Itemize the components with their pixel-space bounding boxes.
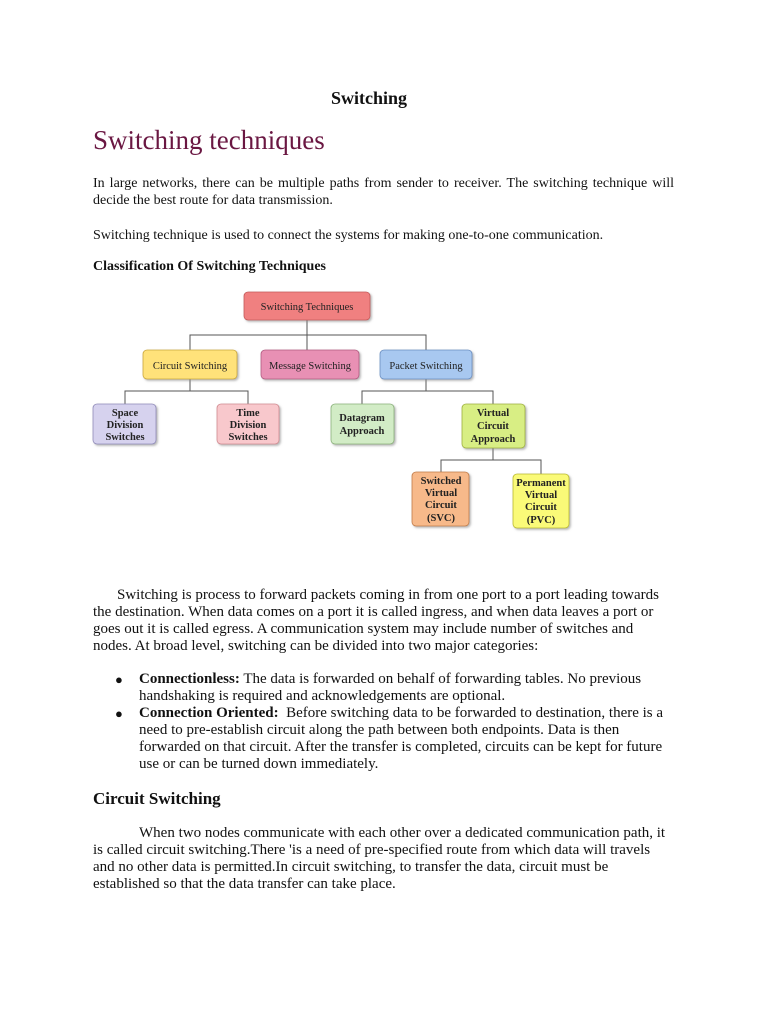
svg-text:(SVC): (SVC) [427, 513, 455, 524]
classification-diagram [90, 288, 580, 538]
bullet-icon: ● [115, 672, 123, 687]
svg-text:Message Switching: Message Switching [269, 361, 351, 372]
bullet-term: Connection Oriented: [139, 705, 279, 721]
node-time-division-switches [217, 404, 279, 444]
bullet-text: The data is forwarded on behalf of forwarding tables. No previous handshaking is required and acknowledgements are optional. [139, 671, 642, 704]
svg-text:Virtual: Virtual [476, 408, 510, 419]
intro-paragraph-2: Switching technique is used to connect the systems for making one-to-one communication. [93, 228, 604, 243]
svg-text:Circuit: Circuit [477, 421, 509, 432]
svg-text:Switches: Switches [228, 432, 268, 443]
svg-text:Circuit: Circuit [425, 500, 457, 511]
svg-text:Virtual: Virtual [424, 488, 458, 499]
node-datagram-approach [331, 404, 394, 444]
svg-text:Division: Division [106, 420, 144, 431]
svg-text:Approach: Approach [339, 426, 385, 437]
intro-paragraph-1: In large networks, there can be multiple paths from sender to receiver. The switching technique will decide the best route for data transmission. [93, 176, 674, 208]
bullet-icon: ● [115, 706, 123, 721]
node-permanent-virtual-circuit [513, 474, 569, 528]
node-switching-techniques [244, 292, 370, 320]
svg-text:Switched: Switched [420, 476, 462, 487]
switching-paragraph: Switching is process to forward packets coming in from one port to a port leading towards the destination. When data comes on a port it is called ingress, and when data leaves a port or goes out it is called egress. A communication system may include number of switches and nodes. At broad level, switching can be divided into two major categories: [93, 587, 659, 654]
svg-text:Time: Time [236, 408, 260, 419]
classification-heading: Classification Of Switching Techniques [93, 259, 326, 274]
node-message-switching [261, 350, 359, 379]
circuit-switching-paragraph: When two nodes communicate with each other over a dedicated communication path, it is called circuit switching.There 'is a need of pre-specified route from which data will travels and no other data is permitted.In circuit switching, to transfer the data, circuit must be established so that the data transfer can take place. [93, 825, 666, 892]
svg-text:Packet Switching: Packet Switching [389, 361, 463, 372]
list-item [93, 705, 673, 773]
node-circuit-switching [143, 350, 237, 379]
svg-text:Permanent: Permanent [516, 478, 566, 489]
circuit-switching-heading: Circuit Switching [93, 789, 221, 808]
bullet-text: Before switching data to be forwarded to destination, there is a need to pre-establish circuit along the path between both endpoints. Data is then forwarded on that circuit. After the transfer is completed, circuits can be kept for future use or can be turned down immediately. [139, 705, 667, 772]
node-packet-switching [380, 350, 472, 379]
node-label: Switching Techniques [260, 302, 354, 313]
svg-text:Approach: Approach [470, 434, 516, 445]
svg-text:Circuit: Circuit [525, 502, 557, 513]
svg-text:Datagram: Datagram [339, 413, 385, 424]
node-virtual-circuit-approach [462, 404, 525, 448]
bullet-term: Connectionless: [139, 671, 240, 687]
categories-list [93, 671, 673, 773]
document-title: Switching [330, 88, 408, 108]
svg-text:Division: Division [229, 420, 267, 431]
svg-text:Space: Space [111, 408, 139, 419]
svg-text:Circuit Switching: Circuit Switching [152, 361, 228, 372]
svg-text:(PVC): (PVC) [526, 515, 556, 526]
svg-text:Switches: Switches [105, 432, 145, 443]
list-item [93, 671, 673, 705]
node-space-division-switches [93, 404, 156, 444]
svg-text:Virtual: Virtual [524, 490, 558, 501]
section-heading: Switching techniques [93, 125, 325, 155]
node-switched-virtual-circuit [412, 472, 469, 526]
diagram-connectors [125, 320, 541, 474]
